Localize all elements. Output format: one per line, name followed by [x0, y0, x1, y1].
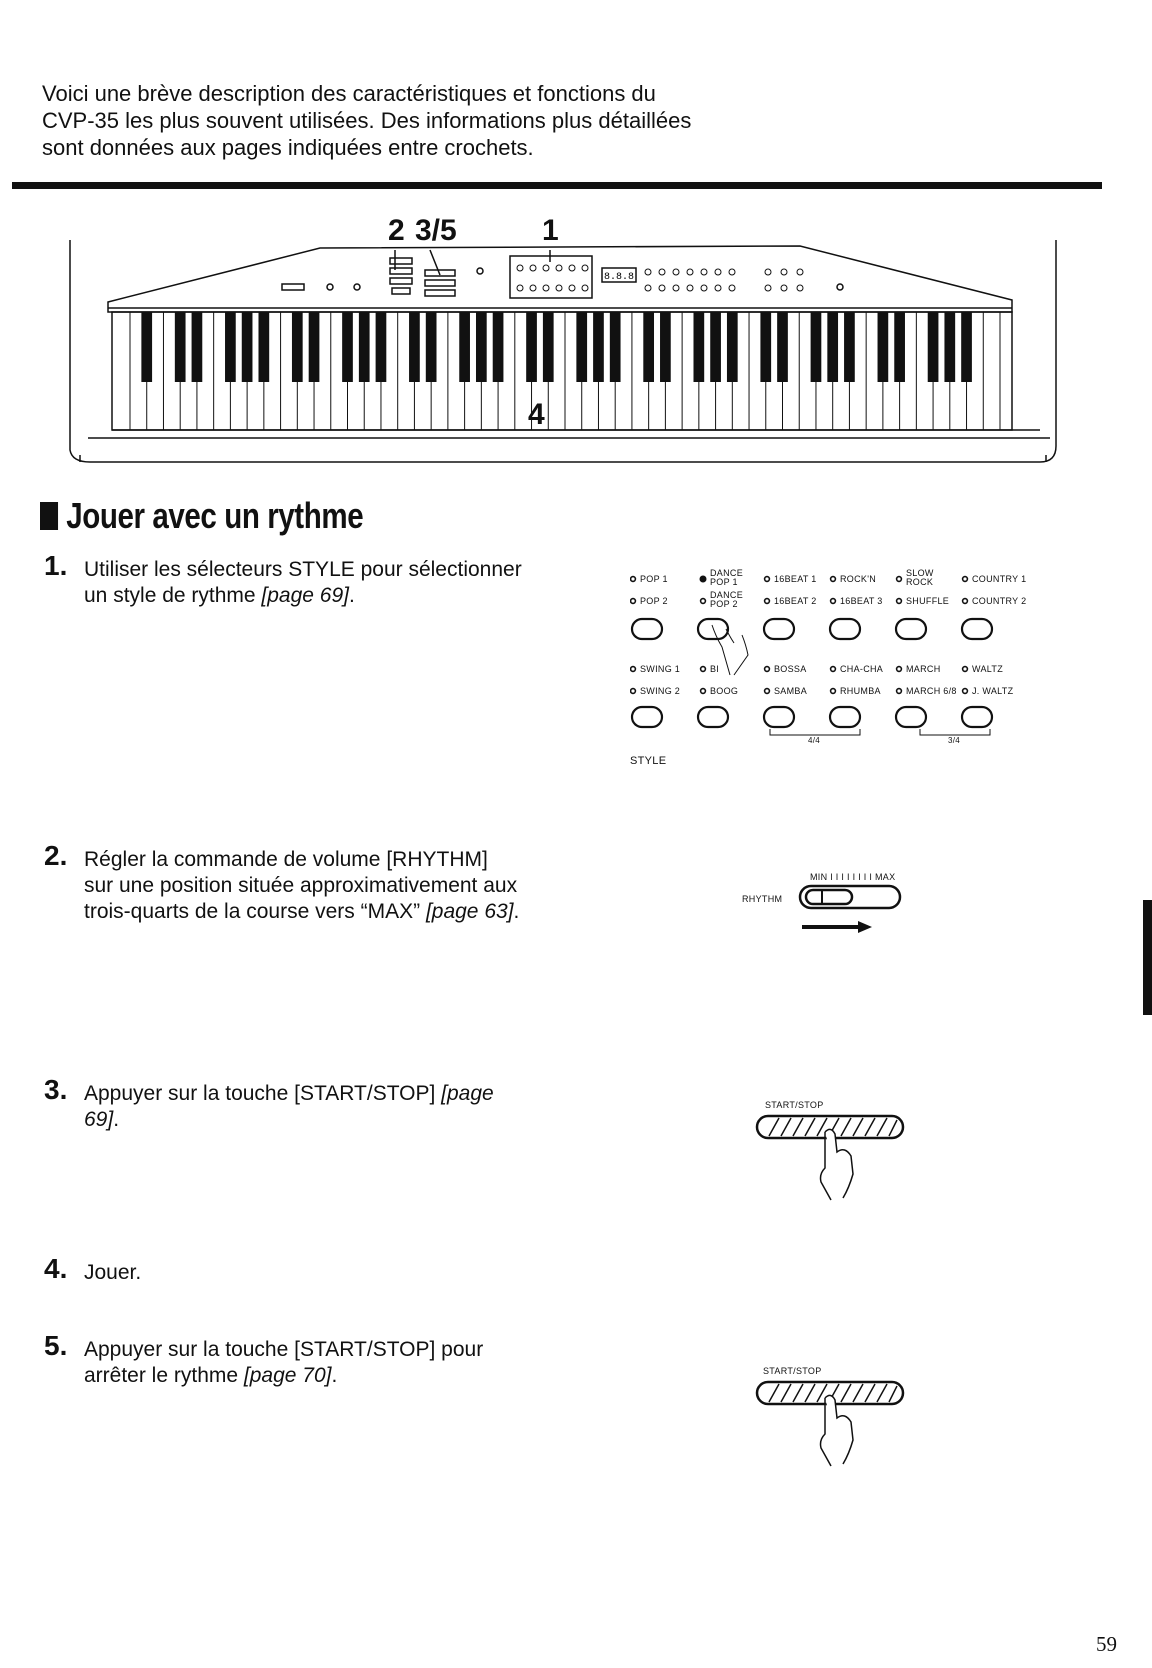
intro-line-3: sont données aux pages indiquées entre crochets. [42, 135, 534, 160]
step-line: Appuyer sur la touche [START/STOP] pour [84, 1338, 484, 1361]
callout-2: 2 [388, 214, 405, 247]
step-number: 5. [44, 1330, 68, 1361]
step-punct: . [349, 584, 355, 607]
side-tab-marker [1143, 900, 1152, 1015]
section-square-icon [40, 502, 58, 530]
step-line: arrêter le rythme [84, 1364, 244, 1387]
style-label: BI [710, 664, 720, 674]
start-stop-button-art [755, 1378, 915, 1478]
style-label: ROCK'N [840, 574, 877, 584]
keyboard-diagram [0, 200, 1152, 480]
start-stop-illustration-2 [755, 1366, 915, 1476]
meter-4-4: 4/4 [808, 736, 821, 745]
page-reference: [page 69] [261, 584, 350, 607]
rhythm-slider-art [798, 882, 918, 942]
style-label: RHUMBA [840, 686, 881, 696]
step-line: trois-quarts de la course vers “MAX” [84, 900, 426, 923]
start-stop-button-art [755, 1112, 915, 1212]
style-label: SLOW ROCK [906, 568, 934, 587]
rhythm-scale: MIN I I I I I I I I MAX [810, 872, 896, 882]
page-reference: [page 70] [243, 1364, 332, 1387]
intro-line-1: Voici une brève description des caractéristiques et fonctions du [42, 81, 656, 106]
callout-1: 1 [542, 214, 559, 247]
start-stop-label: START/STOP [765, 1100, 824, 1110]
style-label: J. WALTZ [972, 686, 1014, 696]
style-label: BOSSA [774, 664, 807, 674]
rhythm-volume-control [740, 872, 920, 942]
style-label: CHA-CHA [840, 664, 884, 674]
style-panel-label: STYLE [630, 755, 667, 767]
style-label: SWING 2 [640, 686, 681, 696]
step-line: Utiliser les sélecteurs STYLE pour sélectionner [84, 558, 522, 581]
step-number: 4. [44, 1253, 68, 1284]
rhythm-label: RHYTHM [742, 894, 783, 904]
page-reference-cont: 69] [84, 1108, 114, 1131]
style-label: BOOG [710, 686, 739, 696]
style-panel [630, 565, 1050, 775]
step-2 [44, 840, 564, 925]
style-label: SHUFFLE [906, 596, 950, 606]
step-number: 3. [44, 1074, 68, 1105]
style-label: DANCE POP 2 [710, 590, 744, 609]
style-label: 16BEAT 1 [774, 574, 817, 584]
piano-keys [130, 312, 1000, 430]
step-4 [44, 1253, 564, 1286]
step-line: Régler la commande de volume [RHYTHM] [84, 848, 488, 871]
step-5 [44, 1330, 564, 1389]
style-label: SWING 1 [640, 664, 681, 674]
step-line: un style de rythme [84, 584, 262, 607]
page-number: 59 [1096, 1632, 1117, 1656]
page-reference: [page [441, 1082, 494, 1105]
step-number: 1. [44, 550, 68, 581]
step-number: 2. [44, 840, 68, 871]
style-label: SAMBA [774, 686, 808, 696]
section-title-text: Jouer avec un rythme [66, 495, 364, 536]
header-rule [12, 182, 1102, 189]
step-3 [44, 1074, 564, 1133]
style-label: MARCH [906, 664, 941, 674]
step-punct: . [513, 900, 520, 923]
style-label: 16BEAT 3 [840, 596, 883, 606]
keyboard-illustration [0, 200, 1152, 480]
callout-3-5: 3/5 [415, 214, 457, 247]
diagram-display: 8.8.8 [604, 272, 635, 283]
intro-paragraph [42, 80, 802, 161]
style-label: WALTZ [972, 664, 1003, 674]
intro-line-2: CVP-35 les plus souvent utilisées. Des informations plus détaillées [42, 108, 692, 133]
style-label: DANCE POP 1 [710, 568, 744, 587]
style-label: POP 1 [640, 574, 668, 584]
step-line: sur une position située approximativement aux [84, 874, 518, 897]
style-label: 16BEAT 2 [774, 596, 817, 606]
style-label: COUNTRY 1 [972, 574, 1027, 584]
step-punct: . [113, 1108, 120, 1131]
style-label: MARCH 6/8 [906, 686, 957, 696]
meter-3-4: 3/4 [948, 736, 961, 745]
callout-4: 4 [528, 398, 545, 431]
step-line: Appuyer sur la touche [START/STOP] [84, 1082, 442, 1105]
style-label: POP 2 [640, 596, 668, 606]
step-1 [44, 550, 564, 609]
section-title [40, 495, 363, 537]
start-stop-illustration-1 [755, 1100, 915, 1210]
step-line: Jouer. [84, 1261, 142, 1284]
step-punct: . [331, 1364, 338, 1387]
page-reference: [page 63] [425, 900, 514, 923]
start-stop-label: START/STOP [763, 1366, 822, 1376]
style-label: COUNTRY 2 [972, 596, 1027, 606]
